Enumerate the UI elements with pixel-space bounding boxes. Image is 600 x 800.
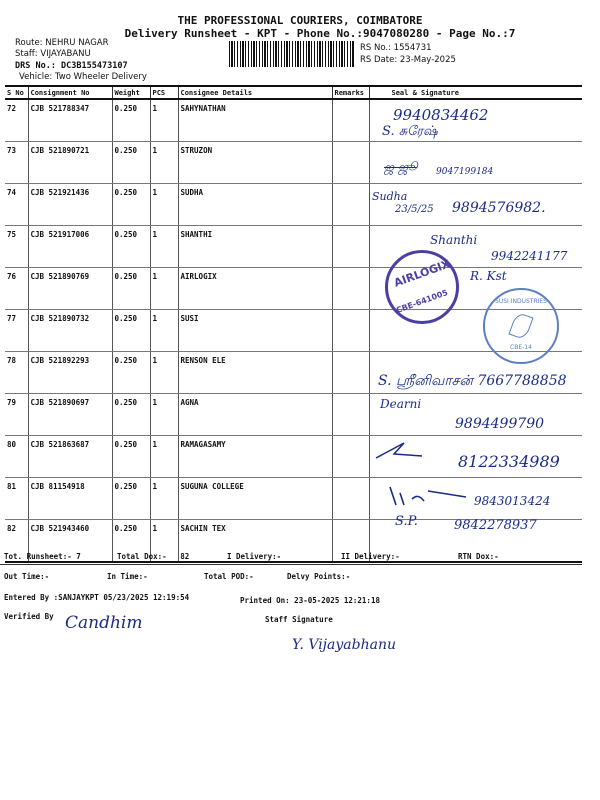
ii-delivery: II Delivery:- — [341, 552, 400, 561]
weight-cell: 0.250 — [112, 478, 150, 520]
sno-cell: 72 — [5, 99, 28, 142]
handwritten-signature-80: Dearni — [380, 397, 422, 411]
sno-cell: 74 — [5, 184, 28, 226]
sno-cell: 79 — [5, 394, 28, 436]
i-delivery: I Delivery:- — [227, 552, 282, 561]
weight-cell: 0.250 — [112, 436, 150, 478]
sno-cell: 75 — [5, 226, 28, 268]
leaf-icon — [508, 312, 533, 341]
rs-number: RS No.: 1554731 — [360, 43, 432, 53]
weight-cell: 0.250 — [112, 142, 150, 184]
remarks-cell — [332, 226, 369, 268]
weight-cell: 0.250 — [112, 268, 150, 310]
handwritten-signature-72: S. சுரேஷ் — [382, 124, 438, 139]
consignment-cell: CJB 521890769 — [28, 268, 112, 310]
consignee-cell: SUSI — [178, 310, 332, 352]
staff-signature-label: Staff Signature — [265, 615, 333, 624]
handwritten-phone-81: 8122334989 — [458, 452, 560, 471]
consignment-cell: CJB 521890732 — [28, 310, 112, 352]
weight-cell: 0.250 — [112, 520, 150, 563]
remarks-cell — [332, 268, 369, 310]
consignment-cell: CJB 521943460 — [28, 520, 112, 563]
remarks-cell — [332, 436, 369, 478]
stamp-text: CBE-14 — [510, 344, 532, 351]
susi-industries-stamp — [483, 288, 559, 364]
consignee-cell: SUDHA — [178, 184, 332, 226]
remarks-cell — [332, 478, 369, 520]
col-pcs: PCS — [150, 86, 178, 99]
runsheet-subtitle: Delivery Runsheet - KPT - Phone No.:9047080280 - Page No.:7 — [124, 27, 516, 40]
table-row — [5, 142, 582, 184]
staff-signature: Y. Vijayabhanu — [292, 637, 396, 653]
stamp-text: CBE-641005 — [395, 288, 449, 315]
total-runsheet: Tot. Runsheet:- 7 — [4, 552, 81, 561]
printed-on: Printed On: 23-05-2025 12:21:18 — [240, 596, 380, 605]
handwritten-phone-72: 9940834462 — [393, 106, 489, 124]
handwritten-phone-82b: 9842278937 — [454, 518, 537, 533]
delivery-points: Delvy Points:- — [287, 572, 351, 581]
pcs-cell: 1 — [150, 520, 178, 563]
consignee-cell: SHANTHI — [178, 226, 332, 268]
weight-cell: 0.250 — [112, 99, 150, 142]
pcs-cell: 1 — [150, 226, 178, 268]
sno-cell: 82 — [5, 520, 28, 563]
pcs-cell: 1 — [150, 352, 178, 394]
footer-divider — [0, 564, 582, 565]
col-weight: Weight — [112, 86, 150, 99]
handwritten-phone-74: 9894576982. — [452, 200, 546, 216]
consignee-cell: AGNA — [178, 394, 332, 436]
consignee-cell: STRUZON — [178, 142, 332, 184]
consignment-cell: CJB 521788347 — [28, 99, 112, 142]
col-signature: Seal & Signature — [369, 86, 582, 99]
consignment-cell: CJB 521863687 — [28, 436, 112, 478]
remarks-cell — [332, 310, 369, 352]
col-sno: S No — [5, 86, 28, 99]
staff-label: Staff: VIJAYABANU — [15, 49, 91, 59]
handwritten-phone-80: 9894499790 — [455, 416, 545, 432]
handwritten-phone-73: 9047199184 — [436, 167, 494, 177]
handwritten-signature-76: R. Kst — [470, 269, 507, 283]
weight-cell: 0.250 — [112, 394, 150, 436]
handwritten-signature-73: ஜ-ஜூ — [384, 160, 418, 174]
sno-cell: 80 — [5, 436, 28, 478]
handwritten-signature-82a — [388, 483, 468, 509]
weight-cell: 0.250 — [112, 310, 150, 352]
airlogix-stamp — [385, 250, 459, 324]
handwritten-initials-82: S.P. — [395, 514, 418, 529]
entered-by: Entered By :SANJAYKPT 05/23/2025 12:19:54 — [4, 593, 190, 602]
company-title: THE PROFESSIONAL COURIERS, COIMBATORE — [177, 14, 423, 27]
handwritten-phone-82a: 9843013424 — [474, 494, 551, 508]
remarks-cell — [332, 394, 369, 436]
handwritten-signature-81 — [374, 440, 424, 462]
pcs-cell: 1 — [150, 436, 178, 478]
table-row — [5, 99, 582, 142]
route-label: Route: NEHRU NAGAR — [15, 38, 109, 48]
remarks-cell — [332, 99, 369, 142]
weight-cell: 0.250 — [112, 226, 150, 268]
handwritten-phone-75: 9942241177 — [491, 249, 568, 263]
remarks-cell — [332, 184, 369, 226]
handwritten-signature-79: S. ஸ்ரீனிவாசன் 7667788858 — [378, 373, 567, 389]
consignment-cell: CJB 81154918 — [28, 478, 112, 520]
consignee-cell: RAMAGASAMY — [178, 436, 332, 478]
sno-cell: 76 — [5, 268, 28, 310]
handwritten-date-74: 23/5/25 — [395, 204, 434, 215]
vehicle-label: Vehicle: Two Wheeler Delivery — [19, 72, 147, 82]
consignment-cell: CJB 521921436 — [28, 184, 112, 226]
verified-by-signature: Candhim — [65, 613, 143, 633]
total-dox: Total Dox:- 82 — [117, 552, 190, 561]
pcs-cell: 1 — [150, 142, 178, 184]
consignee-cell: SACHIN TEX — [178, 520, 332, 563]
consignment-cell: CJB 521917006 — [28, 226, 112, 268]
remarks-cell — [332, 142, 369, 184]
consignee-cell: AIRLOGIX — [178, 268, 332, 310]
col-consignment: Consignment No — [28, 86, 112, 99]
pcs-cell: 1 — [150, 310, 178, 352]
col-consignee: Consignee Details — [178, 86, 332, 99]
pcs-cell: 1 — [150, 184, 178, 226]
stamp-text: SUSI INDUSTRIES — [495, 298, 547, 305]
stamp-text: AIRLOGIX — [392, 257, 452, 290]
remarks-cell — [332, 352, 369, 394]
sno-cell: 81 — [5, 478, 28, 520]
weight-cell: 0.250 — [112, 352, 150, 394]
drs-number: DRS No.: DC3B155473107 — [15, 61, 128, 71]
in-time: In Time:- — [107, 572, 148, 581]
total-pod: Total POD:- — [204, 572, 254, 581]
pcs-cell: 1 — [150, 394, 178, 436]
consignee-cell: RENSON ELE — [178, 352, 332, 394]
sno-cell: 78 — [5, 352, 28, 394]
handwritten-name-75: Shanthi — [430, 233, 478, 247]
sno-cell: 73 — [5, 142, 28, 184]
pcs-cell: 1 — [150, 268, 178, 310]
col-remarks: Remarks — [332, 86, 369, 99]
barcode — [229, 41, 355, 67]
table-header-row — [5, 86, 582, 99]
handwritten-signature-74: Sudha — [372, 190, 408, 203]
rs-date: RS Date: 23-May-2025 — [360, 55, 456, 65]
consignment-cell: CJB 521890697 — [28, 394, 112, 436]
consignee-cell: SUGUNA COLLEGE — [178, 478, 332, 520]
consignment-cell: CJB 521892293 — [28, 352, 112, 394]
consignment-cell: CJB 521890721 — [28, 142, 112, 184]
sno-cell: 77 — [5, 310, 28, 352]
rtn-dox: RTN Dox:- — [458, 552, 499, 561]
out-time: Out Time:- — [4, 572, 50, 581]
weight-cell: 0.250 — [112, 184, 150, 226]
consignee-cell: SAHYNATHAN — [178, 99, 332, 142]
pcs-cell: 1 — [150, 478, 178, 520]
pcs-cell: 1 — [150, 99, 178, 142]
verified-by-label: Verified By — [4, 612, 54, 621]
